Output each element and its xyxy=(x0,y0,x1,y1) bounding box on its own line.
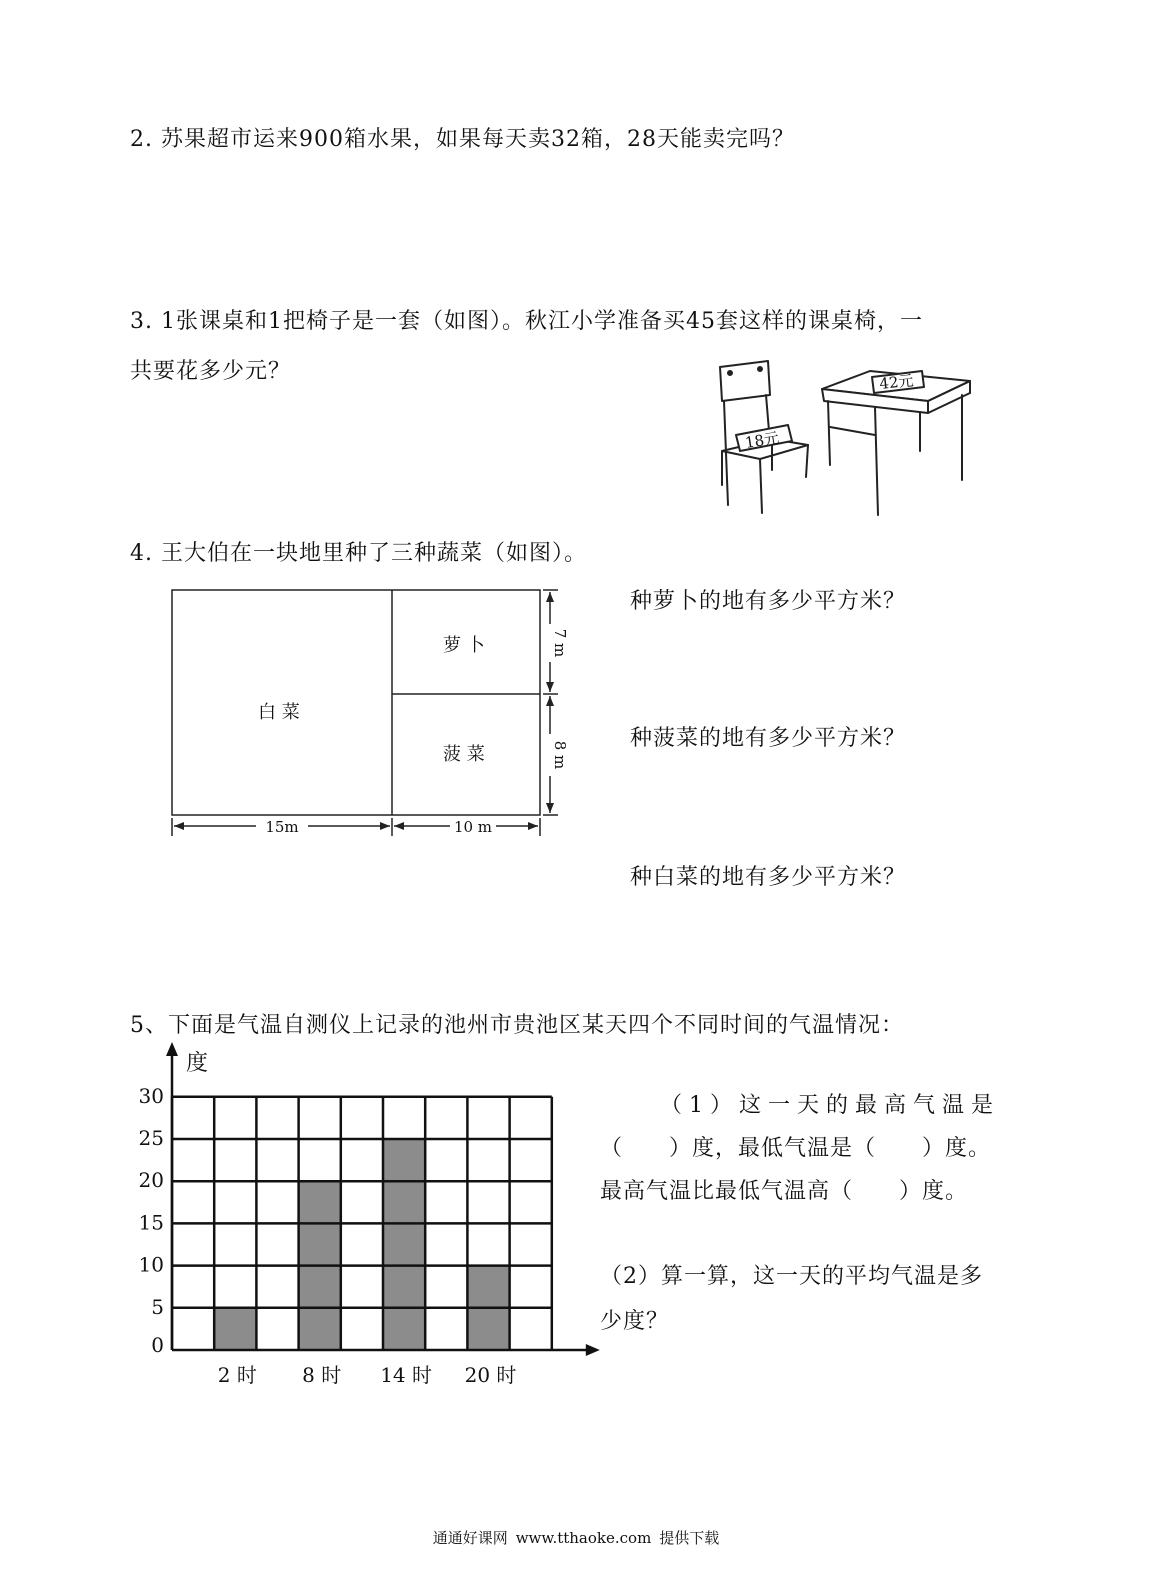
y-tick-label-4: 20 xyxy=(138,1168,164,1193)
x-axis-arrow xyxy=(586,1344,600,1356)
bar-0 xyxy=(214,1308,256,1350)
x-category-label-3: 20 时 xyxy=(464,1363,517,1387)
cabbage-label: 白 菜 xyxy=(258,702,300,723)
width-15m-label: 15m xyxy=(265,818,299,836)
question-2: 2. 苏果超市运来900箱水果，如果每天卖32箱，28天能卖完吗？ xyxy=(130,127,795,152)
question-5: 5、下面是气温自测仪上记录的池州市贵池区某天四个不同时间的气温情况： xyxy=(130,1013,904,1038)
x-category-label-1: 8 时 xyxy=(302,1363,342,1387)
y-tick-label-2: 10 xyxy=(138,1252,164,1277)
question-4: 4. 王大伯在一块地里种了三种蔬菜（如图）。 xyxy=(130,541,587,566)
height-8m-label: 8 m xyxy=(551,740,569,770)
y-tick-label-1: 5 xyxy=(151,1294,164,1319)
question-5-part-1-a: （1）这一天的最高气温是 xyxy=(660,1093,1000,1118)
question-4-ask-radish: 种萝卜的地有多少平方米？ xyxy=(630,589,907,614)
chair-price-label: 18元 xyxy=(743,428,781,452)
question-5-part-2-b: 少度？ xyxy=(600,1309,670,1334)
desk-chair-illustration xyxy=(700,355,990,520)
x-category-label-2: 14 时 xyxy=(380,1363,433,1387)
footer-url[interactable]: www.tthaoke.com xyxy=(515,1529,652,1547)
radish-label: 萝 卜 xyxy=(443,635,485,656)
question-3-line-1: 3. 1张课桌和1把椅子是一套（如图）。秋江小学准备买45套这样的课桌椅，一 xyxy=(130,309,923,334)
y-axis-arrow xyxy=(166,1042,178,1056)
x-category-label-0: 2 时 xyxy=(217,1363,257,1387)
question-4-ask-cabbage: 种白菜的地有多少平方米？ xyxy=(630,865,907,890)
question-5-part-2-a: （2）算一算，这一天的平均气温是多 xyxy=(600,1264,983,1289)
desk-price-label: 42元 xyxy=(878,371,915,393)
y-tick-label-5: 25 xyxy=(138,1126,164,1150)
y-tick-label-0: 0 xyxy=(151,1333,164,1357)
footer-note: 提供下载 xyxy=(659,1529,720,1547)
y-axis-label: 度 xyxy=(186,1051,209,1076)
y-tick-label-3: 15 xyxy=(138,1210,164,1235)
question-4-ask-spinach: 种菠菜的地有多少平方米？ xyxy=(630,726,907,751)
bar-2 xyxy=(383,1139,425,1350)
vegetable-plot-diagram xyxy=(160,582,580,842)
height-7m-label: 7 m xyxy=(551,628,569,658)
question-5-part-1-b: （ ）度，最低气温是（ ）度。 xyxy=(600,1136,992,1161)
y-tick-label-6: 30 xyxy=(138,1083,164,1108)
question-5-part-1-c: 最高气温比最低气温高（ ）度。 xyxy=(600,1179,969,1204)
footer-site: 通通好课网 xyxy=(432,1529,508,1547)
spinach-label: 菠 菜 xyxy=(443,744,485,765)
question-3-line-2: 共要花多少元？ xyxy=(130,359,292,384)
width-10m-label: 10 m xyxy=(453,818,493,836)
temperature-bar-chart xyxy=(130,1040,610,1400)
footer xyxy=(0,1527,1152,1548)
